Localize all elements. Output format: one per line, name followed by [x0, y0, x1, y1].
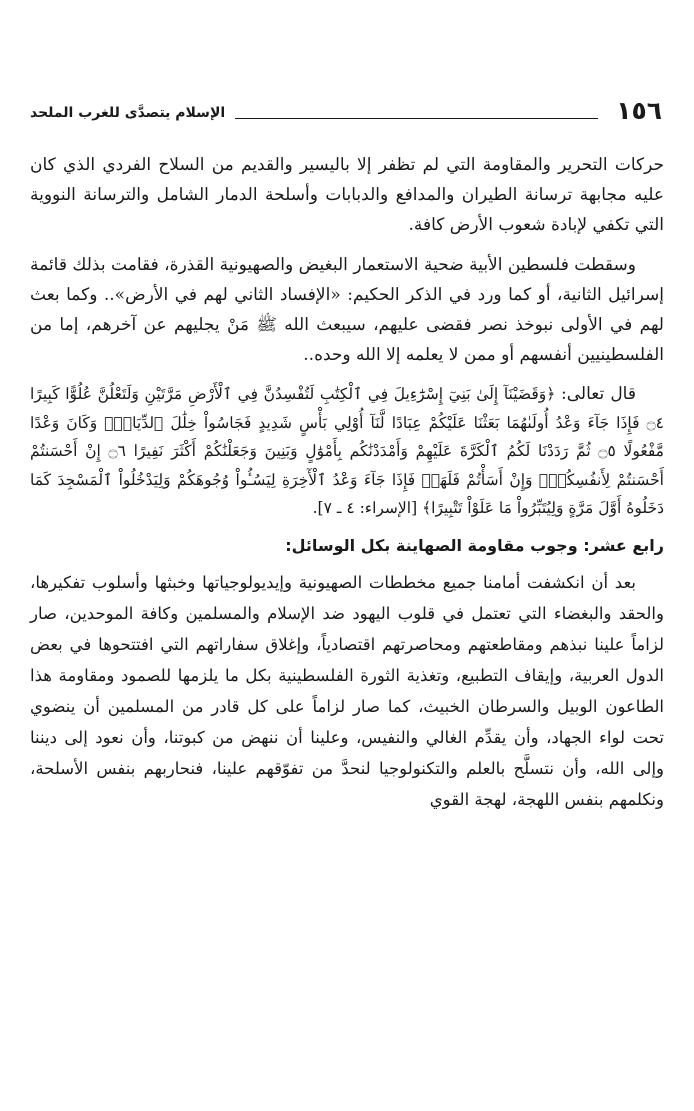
running-title: الإسلام يتصدَّى للغرب الملحد [30, 105, 226, 121]
page-header [30, 92, 662, 126]
page-number: ١٥٦ [616, 96, 662, 125]
section-heading: رابع عشر: وجوب مقاومة الصهاينة بكل الوسائل: [285, 535, 664, 555]
quran-verses: ﴿وَقَضَيْنَآ إِلَىٰ بَنِيٓ إِسْرَٰٓءِيلَ فِي ٱلْكِتَٰبِ لَتُفْسِدُنَّ فِي ٱلْأَرْضِ مَرَّتَيْنِ وَلَتَعْلُنَّ عُلُوًّا كَبِيرًا ۝٤ فَإِذَا جَآءَ وَعْدُ أُولَىٰهُمَا بَعَثْنَا عَلَيْكُمْ عِبَادًا لَّنَآ أُوْلِي بَأْسٍ شَدِيدٍ فَجَاسُواْ خِلَٰلَ ٱلدِّيَارِۚ وَكَانَ وَعْدًا مَّفْعُولًا ۝٥ ثُمَّ رَدَدْنَا لَكُمُ ٱلْكَرَّةَ عَلَيْهِمْ وَأَمْدَدْنَٰكُم بِأَمْوَٰلٍ وَبَنِينَ وَجَعَلْنَٰكُمْ أَكْثَرَ نَفِيرًا ۝٦ إِنْ أَحْسَنتُمْ أَحْسَنتُمْ لِأَنفُسِكُمْۖ وَإِنْ أَسَأْتُمْ فَلَهَاۚ فَإِذَا جَآءَ وَعْدُ ٱلْأٓخِرَةِ لِيَسُـُٔواْ وُجُوهَكُمْ وَلِيَدْخُلُواْ ٱلْمَسْجِدَ كَمَا دَخَلُوهُ أَوَّلَ مَرَّةٍ وَلِيُتَبِّرُواْ مَا عَلَوْاْ تَتْبِيرًا﴾ [30, 385, 664, 517]
paragraph-2: وسقطت فلسطين الأبية ضحية الاستعمار البغيض والصهيونية القذرة، فقامت بذلك قائمة إسرائيل الثانية، أو كما ورد في الذكر الحكيم: «الإفساد الثاني لهم في الأرض».. وكما بعث لهم في الأولى نبوخذ نصر فقضى عليهم، سيبعث الله ﷺ مَنْ يجليهم عن آخرهم، إما من الفلسطينيين أنفسهم أو ممن لا يعلمه إلا الله وحده.. [30, 255, 664, 365]
header-rule [235, 118, 598, 119]
page-body [30, 150, 664, 825]
paragraph-3: بعد أن انكشفت أمامنا جميع مخططات الصهيونية وإيديولوجياتها وخبثها وأسلوب تفكيرها، والحقد والبغضاء التي تعتمل في قلوب اليهود ضد الإسلام والمسلمين وكافة الموحدين، صار لزاماً علينا نبذهم ومقاطعتهم ومحاصرتهم اقتصادياً، وإغلاق سفاراتهم التي افتتحوها في بعض الدول العربية، وإيقاف التطبيع، وتغذية الثورة الفلسطينية بكل ما يلزمها للصمود ومقاومة هذا الطاعون الوبيل والسرطان الخبيث، كما صار لزاماً على كل قادر من المسلمين أن ينضوي تحت لواء الجهاد، وأن يقدِّم الغالي والنفيس، وعلينا أن ننهض من كبوتنا، وأن نعود إلى ديننا وإلى الله، وأن نتسلَّح بالعلم والتكنولوجيا لنحدَّ من تفوّقهم علينا، فنحاربهم بنفس الأسلحة، ونكلمهم بنفس اللهجة، لهجة القوي [30, 572, 664, 809]
quran-reference: [الإسراء: ٤ ـ ٧]. [312, 499, 418, 517]
quran-intro: قال تعالى: [561, 384, 636, 404]
paragraph-1: حركات التحرير والمقاومة التي لم تظفر إلا باليسير والقديم من السلاح الفردي الذي كان عليه مجابهة ترسانة الطيران والمدافع والدبابات وأسلحة الدمار الشامل والترسانة النووية التي تكفي لإبادة شعوب الأرض كافة. [30, 155, 664, 235]
quran-quote [30, 380, 664, 523]
